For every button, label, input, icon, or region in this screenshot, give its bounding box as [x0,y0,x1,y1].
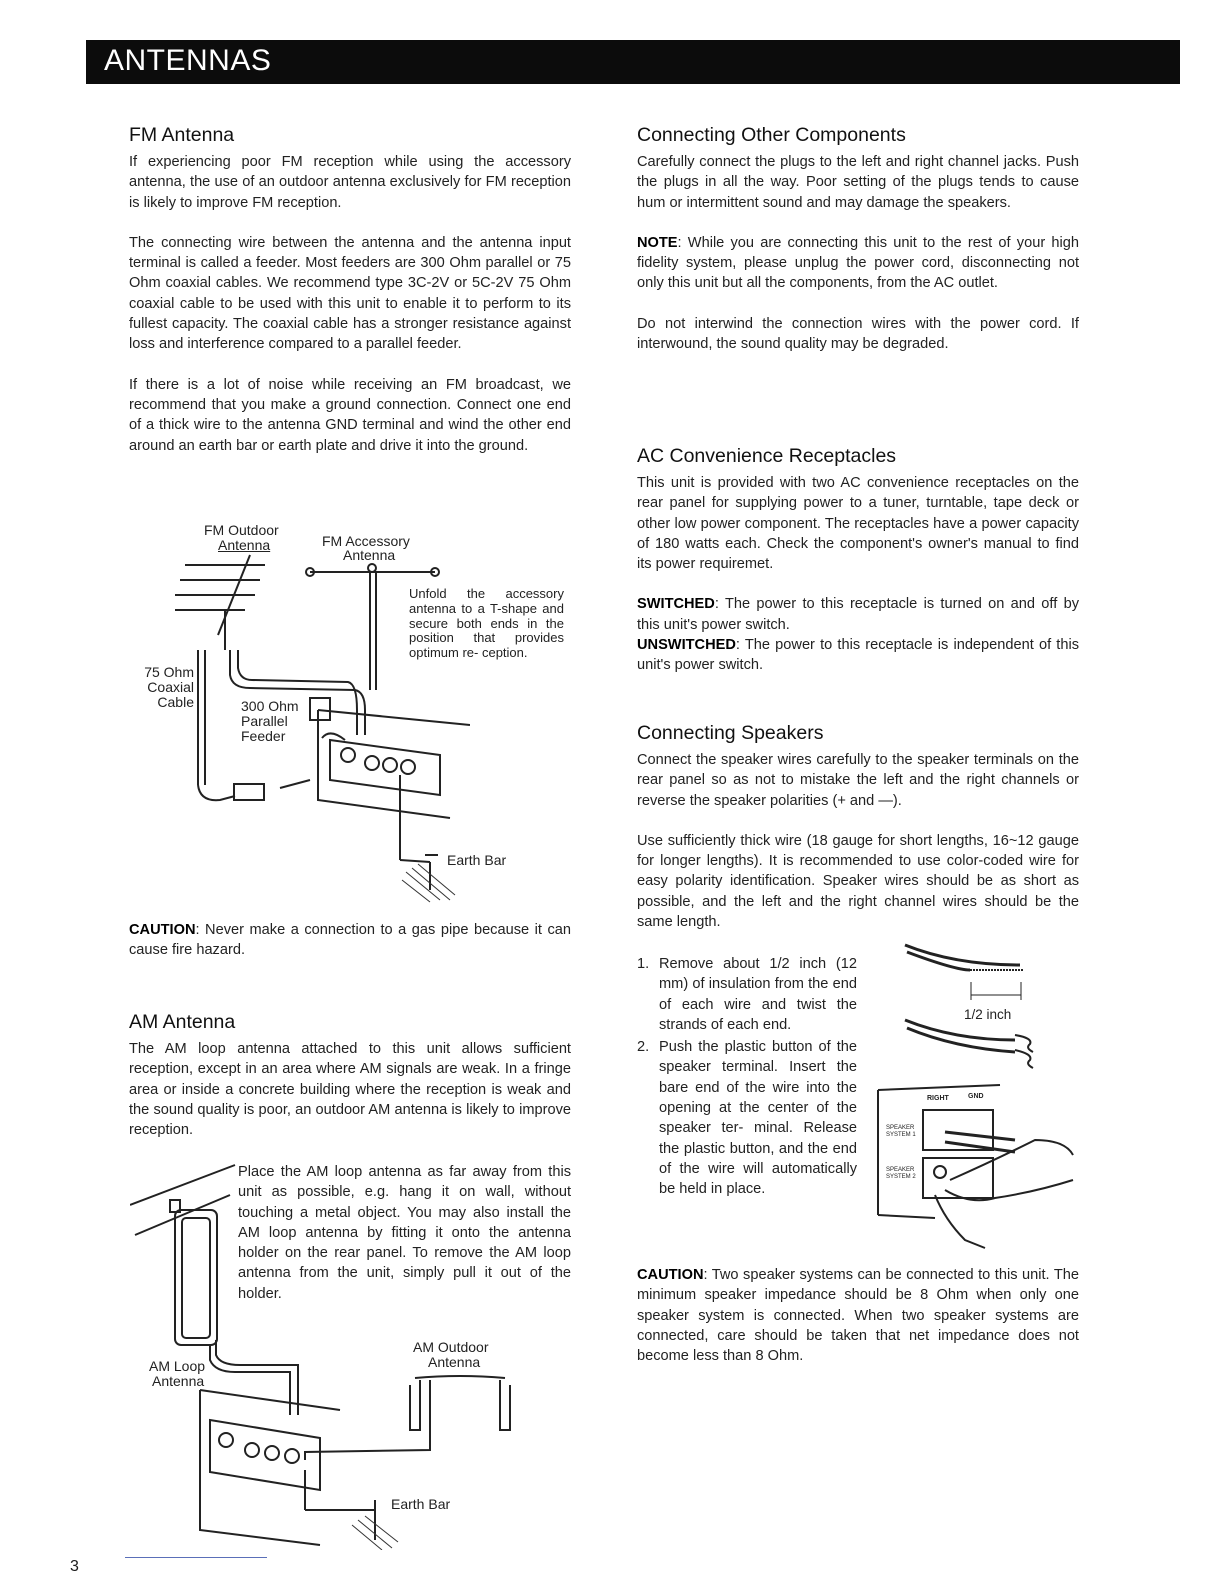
step-1-number: 1. [637,956,650,972]
terminal-panel-bottom [878,1215,935,1218]
other-components-section [637,123,1079,354]
wire-2-twist-2 [1015,1050,1033,1068]
terminal-1 [365,756,379,770]
other-paragraph-1: Carefully connect the plugs to the left and right channel jacks. Push the plugs in all the way. Poor setting of the plugs tends to cause hum or intermittent sound and may damage the speakers. [637,154,1079,211]
am-terminal-1 [245,1443,259,1457]
panel-top-edge [318,710,470,725]
panel-right-label: RIGHT [927,1095,949,1102]
am-antenna-section [129,1010,571,1140]
step-1-text: Remove about 1/2 inch (12 mm) of insulation from the end of each wire and twist the strands of each end. [659,956,857,1033]
am-terminal-3 [285,1449,299,1463]
am-ground-hatch-2 [352,1525,382,1550]
ground-hatch-3 [418,864,455,895]
terminal-coax [341,748,355,762]
loop-lead-a [216,1340,298,1415]
step-2 [637,1037,857,1199]
am-outdoor-label: AM Outdoor [413,1339,489,1355]
other-components-heading: Connecting Other Components [637,124,906,146]
speakers-section [637,721,1079,932]
other-note [637,233,1079,294]
terminal-panel-top [878,1085,1000,1090]
page-title: ANTENNAS [104,44,272,77]
speaker-wire-1 [945,1132,1015,1140]
coax-cable-bend [198,785,235,800]
wire-strip-diagram [895,940,1055,1080]
wire-2-insulation [905,1020,1015,1040]
coax-plug [234,784,264,800]
ground-hatch-2 [406,872,440,900]
speakers-heading: Connecting Speakers [637,722,824,744]
parallel-feeder-label: 300 Ohm Parallel Feeder [241,698,299,744]
ac-unswitched [637,635,1079,676]
footer-rule [125,1557,267,1558]
wire-2-twist-1 [1015,1035,1033,1052]
speakers-caution-label: CAUTION [637,1267,704,1283]
fm-outdoor-antenna-label-2: Antenna [218,537,271,553]
unswitched-text: : The power to this receptacle is independent of this unit's power switch. [637,637,1079,674]
terminal-button [934,1166,946,1178]
am-outdoor-label-2: Antenna [428,1354,481,1370]
ac-paragraph-1: This unit is provided with two AC convenience receptacles on the rear panel for supplying power to a tuner, turntable, tape deck or other low power component. The receptacles have a power capacity of 180 watts each. Check the component's owner's manual to find its power requiremet. [637,475,1079,573]
other-paragraph-3: Do not interwind the connection wires with the power cord. If interwound, the sound quality may be degraded. [637,315,1079,353]
fm-paragraph-2: The connecting wire between the antenna and the antenna input terminal is called a feeder. Most feeders are 300 Ohm parallel or 75 Ohm coaxial cables. We recommend type 3C-2V or 5C-2V 75 Ohm coaxial cable to be used with this unit to enable it to perform to its fullest capacity. The coaxial cable has a stronger resistance against loss and interference compared to a parallel feeder. [129,234,571,353]
finger-outline [935,1195,985,1248]
speaker-steps [637,954,857,1200]
fm-antenna-diagram [150,547,470,910]
loop-frame-inner [182,1218,210,1338]
ground-hatch-4 [402,880,430,902]
am-outdoor-lead [305,1380,430,1460]
am-panel-top [200,1390,340,1410]
am-loop-label-2: Antenna [152,1373,205,1389]
am-outdoor-wire [415,1376,505,1378]
panel-system-2-label: SPEAKER SYSTEM 2 [886,1167,916,1180]
terminal-2 [383,758,397,772]
am-antenna-heading: AM Antenna [129,1011,236,1033]
feeder-lug [310,698,330,720]
terminal-3 [401,760,415,774]
fm-accessory-antenna-label: FM Accessory [322,533,410,549]
am-earth-bar-label: Earth Bar [391,1496,451,1512]
page-number: 3 [70,1558,79,1575]
am-placement-paragraph: Place the AM loop antenna as far away from this unit as possible, e.g. hang it on wall, without touching a metal object. You may also install the AM loop antenna by fitting it onto the antenna holder on the rear panel. To remove the AM loop antenna from the unit, simply pull it out of the holder. [238,1164,571,1302]
fm-earth-bar-label: Earth Bar [447,852,507,868]
half-inch-label: 1/2 inch [964,1007,1012,1022]
unswitched-label: UNSWITCHED [637,637,736,654]
loop-lead-b [210,1345,290,1415]
t-antenna-center [368,564,376,572]
fm-antenna-heading: FM Antenna [129,124,235,146]
coaxial-cable-label: 75 Ohm Coaxial Cable [144,664,194,710]
fm-paragraph-3: If there is a lot of noise while receiving an FM broadcast, we recommend that you make a ground connection. Connect one end of a thick wire to the antenna GND terminal and wind the other end around an earth bar or earth plate and drive it into the ground. [129,376,571,454]
step-2-number: 2. [637,1039,650,1056]
step-1 [637,954,857,1035]
am-loop-label: AM Loop [149,1358,206,1374]
switched-text: : The power to this receptacle is turned on and off by this unit's power switch. [637,596,1079,633]
fm-paragraph-1: If experiencing poor FM reception while using the accessory antenna, the use of an outdoor antenna exclusively for FM reception is likely to improve FM reception. [129,154,571,211]
fm-accessory-antenna-label-2: Antenna [343,547,396,563]
fm-caution [129,920,571,961]
speaker-terminal-diagram [875,1080,1075,1250]
terminal-system-2 [923,1158,993,1198]
page-header-banner [86,40,1180,84]
am-terminal-coax [219,1433,233,1447]
fm-outdoor-antenna-label: FM Outdoor [204,522,279,538]
step-2-text: Push the plastic button of the speaker terminal. Insert the bare end of the wire into the opening at the center of the speaker ter- minal. Release the plastic button, and the end of the wire will automatically be held in place. [659,1039,857,1198]
note-text: : While you are connecting this unit to the rest of your high fidelity system, please unplug the power cord, disconnecting not only this unit but all the components, from the AC outlet. [637,234,1079,292]
ac-receptacles-heading: AC Convenience Receptacles [637,445,897,467]
am-antenna-diagram [130,1160,530,1550]
am-terminal-2 [265,1446,279,1460]
fm-caution-label: CAUTION [129,922,196,938]
feeder-line-a [230,650,365,735]
am-outdoor-post-left [410,1380,420,1430]
fm-caution-text: : Never make a connection to a gas pipe because it can cause fire hazard. [129,922,571,959]
unfold-instruction: Unfold the accessory antenna to a T-shape and secure both ends in the position that provides optimum re- ception. [409,586,564,661]
panel-system-1-label: SPEAKER SYSTEM 1 [886,1125,916,1138]
fm-antenna-section [129,123,571,456]
wire-1-insulation [905,945,1020,965]
speakers-caution-text: : Two speaker systems can be connected to this unit. The minimum speaker impedance should be 8 Ohm when only one speaker system is connected. When two speaker systems are connected, care should be taken that net impedance does not become less than 8 Ohm. [637,1267,1079,1365]
insert-arrow [280,780,310,788]
am-outdoor-post-right [500,1380,510,1430]
earth-wire-bottom [400,860,430,862]
am-paragraph-1: The AM loop antenna attached to this unit allows sufficient reception, except in an area where AM signals are weak. In a fringe area or inside a concrete building where the reception is weak and the sound quality is poor, an outdoor AM antenna is likely to improve reception. [129,1041,571,1139]
feeder-arrow [322,733,345,740]
am-panel-body [200,1390,320,1545]
ac-switched [637,594,1079,635]
ac-receptacles-section [637,444,1079,676]
panel-gnd-label: GND [968,1093,984,1100]
am-ground-hatch-3 [365,1516,398,1542]
speakers-caution [637,1265,1079,1366]
feeder-line-b [238,650,357,735]
note-label: NOTE [637,234,678,251]
switched-label: SWITCHED [637,596,715,613]
speakers-paragraph-1: Connect the speaker wires carefully to the speaker terminals on the rear panel so as not to mistake the left and the right channels or reverse the speaker polarities (+ and —). [637,752,1079,809]
speakers-paragraph-2: Use sufficiently thick wire (18 gauge for short lengths, 16~12 gauge for longer lengths). It is recommended to use color-coded wire for easy polarity identification. Speaker wires should be as short as possible, and the left and the right channel wires should be the same length. [637,832,1079,931]
